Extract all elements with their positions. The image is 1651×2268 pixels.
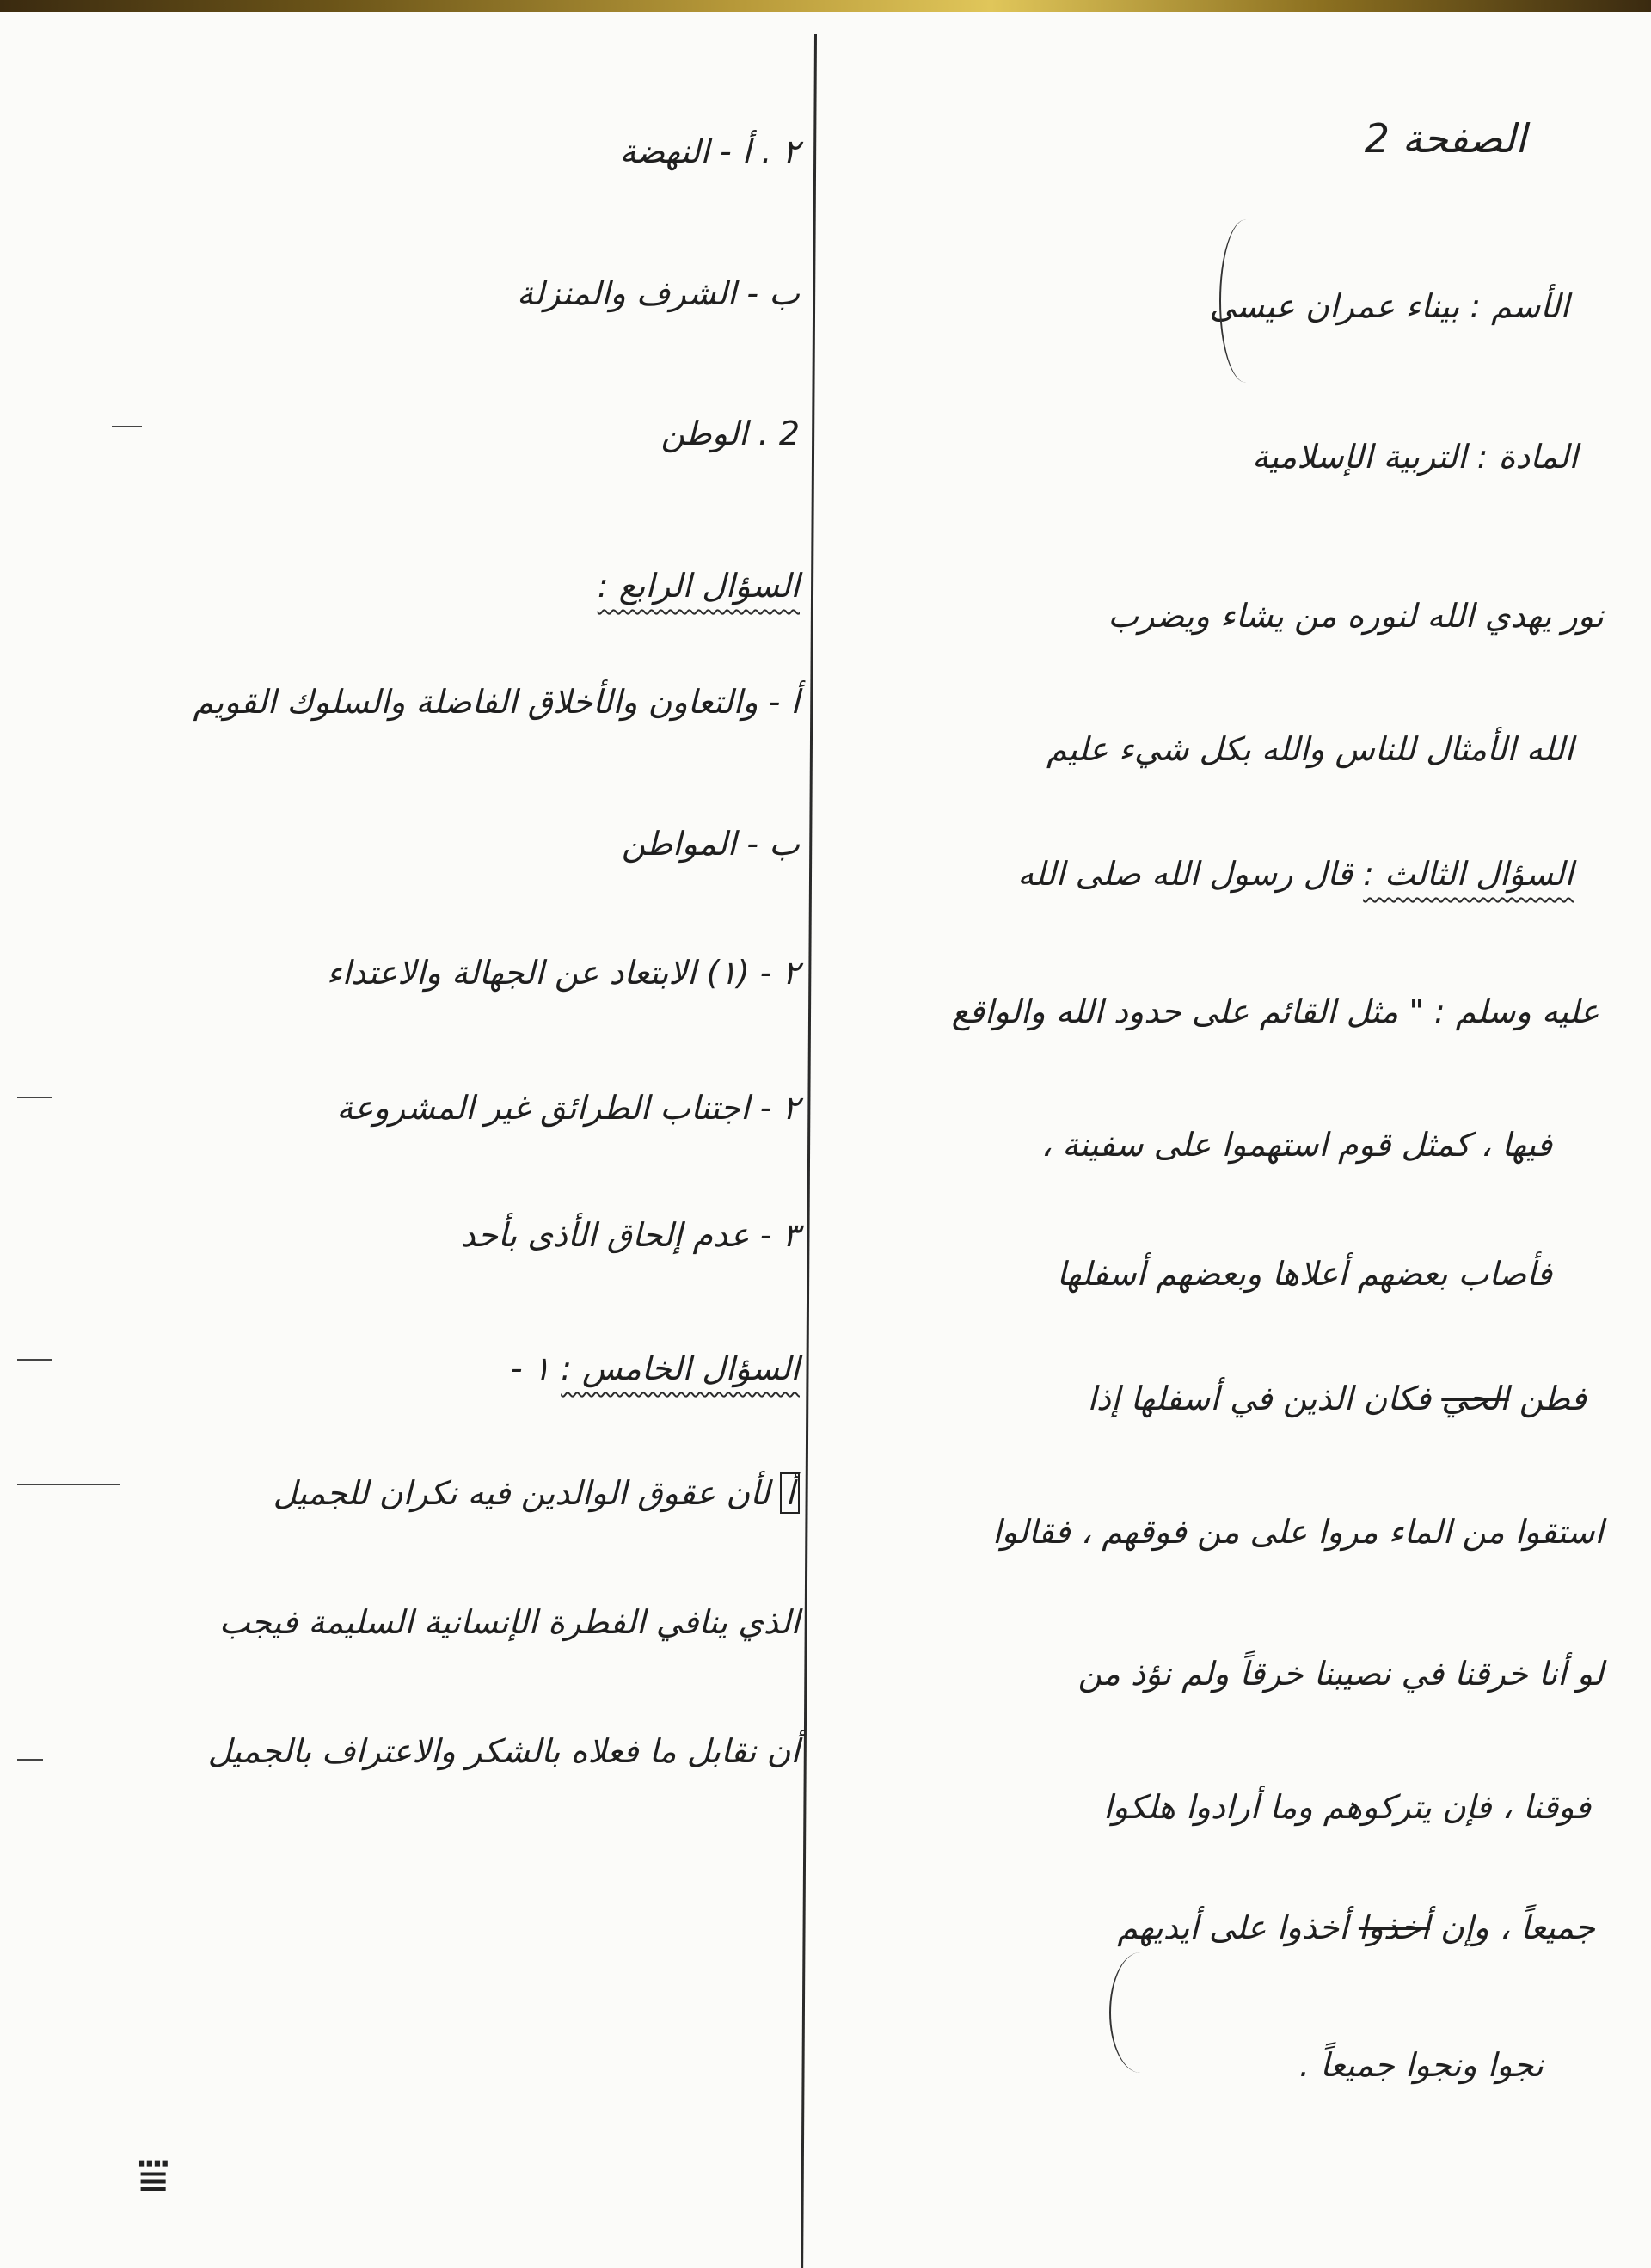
pen-curve-bottom bbox=[1109, 1952, 1171, 2073]
q5-line-3: أن نقابل ما فعلاه بالشكر والاعتراف بالجميل bbox=[207, 1732, 800, 1770]
hadith-line-1: عليه وسلم : " مثل القائم على حدود الله والواقع bbox=[951, 993, 1599, 1030]
hadith-4-prefix: فطن bbox=[1519, 1380, 1587, 1417]
q3-line bbox=[1017, 851, 1574, 896]
hadith-line-2: فيها ، كمثل قوم استهموا على سفينة ، bbox=[1040, 1126, 1552, 1164]
q5-line-2: الذي ينافي الفطرة الإنسانية السليمة فيجب bbox=[218, 1603, 800, 1641]
hadith-8-end: أخذوا على أيديهم bbox=[1117, 1908, 1348, 1946]
hadith-line-3: فأصاب بعضهم أعلاها وبعضهم أسفلها bbox=[1056, 1255, 1552, 1293]
hadith-line-9: نجوا ونجوا جميعاً . bbox=[1298, 2046, 1544, 2084]
q5-number: ١ - bbox=[510, 1349, 551, 1387]
pen-curve-name bbox=[1219, 219, 1273, 383]
q2b-line: ب - الشرف والمنزلة bbox=[517, 274, 800, 312]
q3-heading: السؤال الثالث : bbox=[1363, 855, 1574, 893]
q2-2-line: 2 . الوطن bbox=[660, 415, 800, 452]
grading-mark: ⩸ bbox=[138, 2146, 169, 2206]
margin-dash bbox=[17, 1097, 52, 1098]
q4-2-1-line: ٢ - (١) الابتعاد عن الجهالة والاعتداء bbox=[326, 954, 800, 992]
margin-dash bbox=[112, 426, 142, 427]
margin-dash bbox=[17, 1759, 43, 1761]
q4-1a-line: أ - والتعاون والأخلاق الفاضلة والسلوك القويم bbox=[193, 683, 800, 721]
hadith-line-5: استقوا من الماء مروا على من فوقهم ، فقالوا bbox=[992, 1513, 1604, 1551]
subject-value: التربية الإسلامية bbox=[1252, 438, 1467, 476]
q4-heading-text: السؤال الرابع : bbox=[597, 567, 800, 605]
left-column bbox=[9, 0, 800, 2268]
q5-line-1 bbox=[273, 1471, 800, 1515]
hadith-line-8 bbox=[1117, 1905, 1595, 1950]
margin-dash bbox=[17, 1359, 52, 1361]
verse-line-1: نور يهدي الله لنوره من يشاء ويضرب bbox=[1108, 597, 1604, 635]
margin-dash bbox=[17, 1484, 120, 1485]
name-label: الأسم : bbox=[1470, 287, 1569, 325]
q5-text-1: لأن عقوق الوالدين فيه نكران للجميل bbox=[273, 1474, 770, 1512]
q4-1b-line: ب - المواطن bbox=[621, 825, 800, 863]
hadith-line-6: لو أنا خرقنا في نصيبنا خرقاً ولم نؤذ من bbox=[1077, 1655, 1604, 1693]
column-divider bbox=[801, 34, 817, 2268]
hadith-line-7: فوقنا ، فإن يتركوهم وما أرادوا هلكوا bbox=[1103, 1788, 1591, 1826]
q5-heading-text: السؤال الخامس : bbox=[561, 1349, 800, 1387]
subject-label: المادة : bbox=[1476, 438, 1578, 476]
hadith-8-start: جميعاً ، وإن bbox=[1439, 1908, 1595, 1946]
hadith-4-text: فكان الذين في أسفلها إذا bbox=[1087, 1380, 1432, 1417]
verse-line-2: الله الأمثال للناس والله بكل شيء عليم bbox=[1046, 730, 1574, 768]
q5-boxed-letter: أ bbox=[780, 1472, 800, 1514]
hadith-line-4 bbox=[1087, 1376, 1587, 1421]
subject-line bbox=[1252, 434, 1578, 479]
struck-word-1: الحي bbox=[1441, 1380, 1509, 1417]
page-title: الصفحة 2 bbox=[1364, 115, 1526, 162]
struck-word-2: أخذوا bbox=[1358, 1908, 1430, 1946]
q4-heading bbox=[598, 563, 800, 608]
q4-2-3-line: ٣ - عدم إلحاق الأذى بأحد bbox=[460, 1216, 800, 1254]
q2a-line: ٢ . أ - النهضة bbox=[619, 132, 800, 170]
name-value: بيناء عمران عيسى bbox=[1209, 287, 1460, 325]
q3-intro: قال رسول الله صلى الله bbox=[1017, 855, 1353, 893]
q4-2-2-line: ٢ - اجتناب الطرائق غير المشروعة bbox=[336, 1089, 800, 1127]
q5-heading bbox=[511, 1346, 800, 1391]
